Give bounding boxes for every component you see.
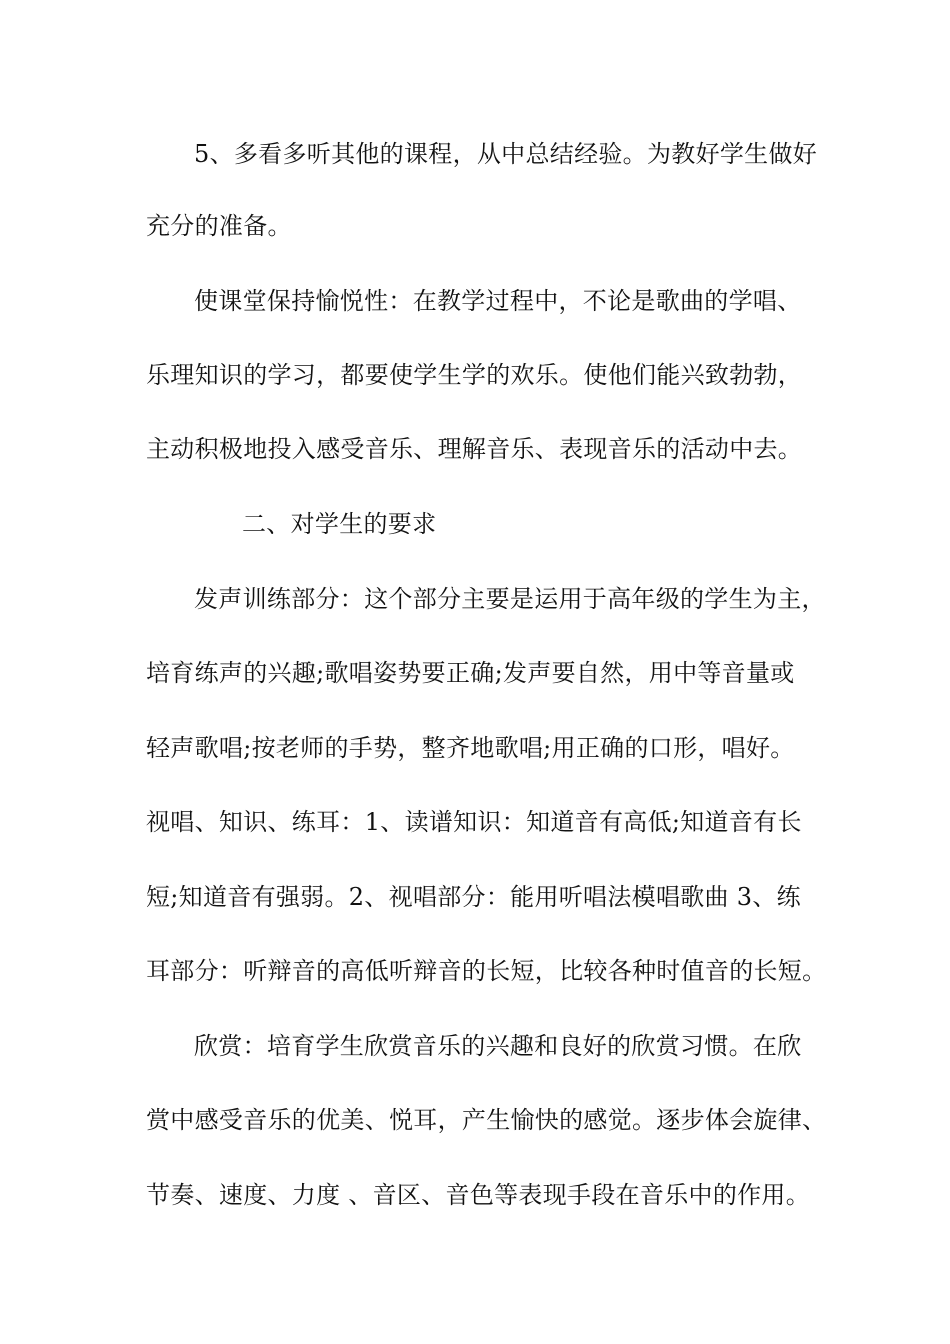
paragraph-line: 赏中感受音乐的优美、悦耳，产生愉快的感觉。逐步体会旋律、 — [146, 1106, 827, 1134]
paragraph-line: 培育练声的兴趣;歌唱姿势要正确;发声要自然，用中等音量或 — [146, 659, 795, 687]
paragraph-line: 主动积极地投入感受音乐、理解音乐、表现音乐的活动中去。 — [146, 435, 803, 463]
paragraph-line: 视唱、知识、练耳：1、读谱知识：知道音有高低;知道音有长 — [146, 808, 802, 836]
paragraph-line: 欣赏：培育学生欣赏音乐的兴趣和良好的欣赏习惯。在欣 — [194, 1032, 802, 1060]
paragraph-line: 充分的准备。 — [146, 212, 292, 240]
paragraph-line: 耳部分：听辩音的高低听辩音的长短，比较各种时值音的长短。 — [146, 957, 827, 985]
paragraph-line: 乐理知识的学习，都要使学生学的欢乐。使他们能兴致勃勃， — [146, 361, 803, 389]
paragraph-line: 使课堂保持愉悦性：在教学过程中，不论是歌曲的学唱、 — [194, 287, 802, 315]
section-heading: 二、对学生的要求 — [242, 510, 437, 538]
paragraph-line: 轻声歌唱;按老师的手势，整齐地歌唱;用正确的口形，唱好。 — [146, 734, 795, 762]
paragraph-line: 发声训练部分：这个部分主要是运用于高年级的学生为主， — [194, 585, 826, 613]
paragraph-line: 节奏、速度、力度 、音区、音色等表现手段在音乐中的作用。 — [146, 1181, 811, 1209]
paragraph-line: 5、多看多听其他的课程，从中总结经验。为教好学生做好 — [194, 140, 818, 168]
paragraph-line: 短;知道音有强弱。2、视唱部分：能用听唱法模唱歌曲 3、练 — [146, 883, 801, 911]
